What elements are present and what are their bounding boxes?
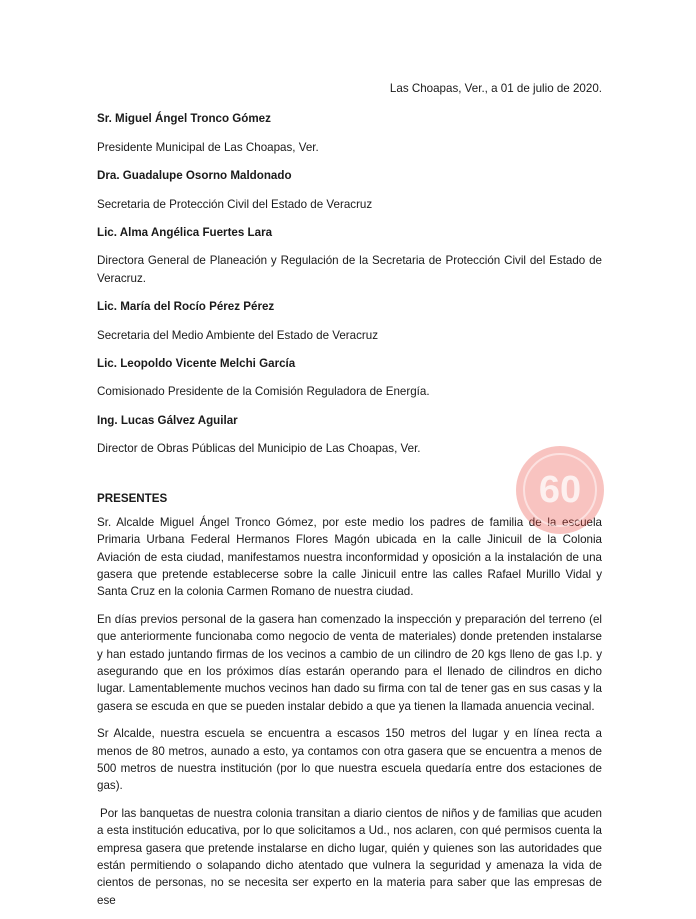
- body-paragraph: Sr. Alcalde Miguel Ángel Tronco Gómez, por este medio los padres de familia de la escuela Primaria Urbana Federal Hermanos Flores Magón ubicada en la calle Jinicuil de la Colonia Aviación de esta ciudad, manifestamos nuestra inconformidad y oposición a la instalación de una gasera que pretende establecerse sobre la calle Jinicuil entre las calles Rafael Murillo Vidal y Santa Cruz en la colonia Carmen Romano de nuestra ciudad.: [97, 515, 602, 599]
- body-paragraph: Por las banquetas de nuestra colonia transitan a diario cientos de niños y de familias que acuden a esta institución educativa, por lo que solicitamos a Ud., nos aclaren, con qué permisos cuenta la empresa gasera que pretende instalarse en dicho lugar, quién y quienes son las autoridades que están permitiendo o solapando dicho atentado que vulnera la seguridad y amenaza la vida de cientos de personas, no se necesita ser experto en la materia para saber que las empresas de ese: [97, 806, 602, 907]
- recipient-name: Sr. Miguel Ángel Tronco Gómez: [97, 112, 271, 126]
- spacer: [97, 468, 602, 490]
- letter-body: [97, 80, 602, 919]
- recipient-role: Comisionado Presidente de la Comisión Reguladora de Energía.: [97, 385, 430, 399]
- body-paragraph: En días previos personal de la gasera han comenzado la inspección y preparación del terreno (el que anteriormente funcionaba como negocio de venta de materiales) donde pretenden instalarse y han estado juntando firmas de los vecinos a cambio de un cilindro de 20 kgs lleno de gas l.p. y asegurando que en los próximos días estarán operando para el llenado de cilindros en dicho lugar. Lamentablemente muchos vecinos han dado su firma con tal de tener gas en sus casas y la gasera se escuda en que se pueden instalar debido a que ya tienen la llamada anuencia vecinal.: [97, 612, 602, 713]
- recipient-name: Lic. María del Rocío Pérez Pérez: [97, 300, 275, 314]
- body-paragraph: Sr Alcalde, nuestra escuela se encuentra a escasos 150 metros del lugar y en línea recta a menos de 80 metros, aunado a esto, ya contamos con otra gasera que se encuentra a menos de 500 metros de nuestra institución (por lo que nuestra escuela quedaría entre dos estaciones de gas).: [97, 727, 602, 793]
- recipient-name: Dra. Guadalupe Osorno Maldonado: [97, 169, 292, 183]
- recipient-role: Secretaria de Protección Civil del Estado de Veracruz: [97, 197, 373, 211]
- recipient-name: Lic. Leopoldo Vicente Melchi García: [97, 356, 296, 370]
- recipient-name: Lic. Alma Angélica Fuertes Lara: [97, 225, 273, 239]
- recipient-role: Secretaria del Medio Ambiente del Estado de Veracruz: [97, 328, 378, 342]
- recipient-role: Directora General de Planeación y Regulación de la Secretaria de Protección Civil del Estado de Veracruz.: [97, 254, 602, 285]
- svg-text:60: 60: [538, 469, 582, 511]
- recipient-name: Ing. Lucas Gálvez Aguilar: [97, 413, 238, 427]
- recipient-role: Director de Obras Públicas del Municipio de Las Choapas, Ver.: [97, 442, 421, 456]
- salutation: PRESENTES: [97, 492, 168, 506]
- recipient-role: Presidente Municipal de Las Choapas, Ver.: [97, 140, 319, 154]
- date-line: Las Choapas, Ver., a 01 de julio de 2020.: [389, 82, 602, 95]
